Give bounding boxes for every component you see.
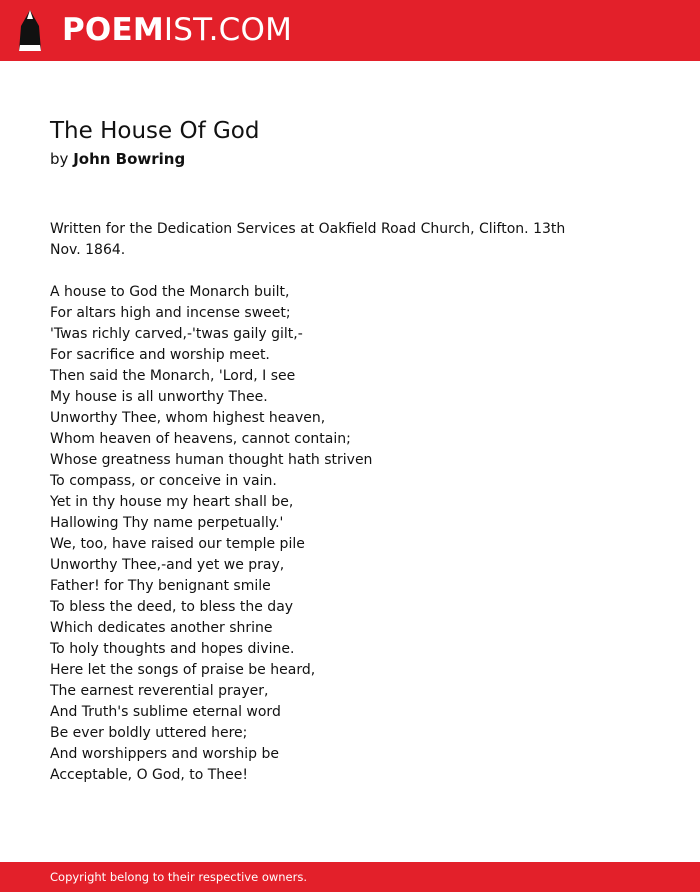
poem-line: Then said the Monarch, 'Lord, I see (50, 368, 296, 384)
pencil-icon[interactable] (16, 9, 44, 53)
poem-line: And worshippers and worship be (50, 746, 279, 762)
poem-line: Be ever boldly uttered here; (50, 725, 248, 741)
poem-line: We, too, have raised our temple pile (50, 536, 305, 552)
poem-line: Unworthy Thee, whom highest heaven, (50, 410, 326, 426)
site-footer (0, 862, 700, 892)
poem-title: The House Of God (50, 118, 260, 144)
logo-light-text: IST.COM (163, 12, 293, 48)
poem-line: Whose greatness human thought hath striven (50, 452, 373, 468)
poem-line: To bless the deed, to bless the day (50, 599, 294, 615)
by-label: by (50, 150, 69, 168)
poem-line: To compass, or conceive in vain. (50, 473, 277, 489)
poem-line: Unworthy Thee,-and yet we pray, (50, 557, 285, 573)
poem-line: Whom heaven of heavens, cannot contain; (50, 431, 351, 447)
author-name: John Bowring (73, 150, 186, 168)
byline (50, 149, 185, 169)
poem-line: Hallowing Thy name perpetually.' (50, 515, 284, 531)
poem-body (50, 219, 570, 786)
poem-line: My house is all unworthy Thee. (50, 389, 268, 405)
copyright-text: Copyright belong to their respective owners. (50, 870, 308, 884)
poem-line: And Truth's sublime eternal word (50, 704, 281, 720)
poem-line: Yet in thy house my heart shall be, (50, 494, 294, 510)
poem-line: For altars high and incense sweet; (50, 305, 291, 321)
poem-line: The earnest reverential prayer, (50, 683, 269, 699)
poem-line: 'Twas richly carved,-'twas gaily gilt,- (50, 326, 303, 342)
poem-line: Here let the songs of praise be heard, (50, 662, 316, 678)
poem-line: Acceptable, O God, to Thee! (50, 767, 249, 783)
poem-line: For sacrifice and worship meet. (50, 347, 270, 363)
poem-dedication: Written for the Dedication Services at Oakfield Road Church, Clifton. 13th Nov. 1864. (50, 221, 566, 258)
poem-line: Which dedicates another shrine (50, 620, 273, 636)
poem-line: Father! for Thy benignant smile (50, 578, 271, 594)
poem-line: A house to God the Monarch built, (50, 284, 290, 300)
logo-bold-text: POEM (62, 12, 164, 48)
poem-line: To holy thoughts and hopes divine. (50, 641, 295, 657)
site-logo[interactable] (62, 12, 292, 48)
poem-lines (50, 282, 570, 786)
site-header (0, 0, 700, 61)
